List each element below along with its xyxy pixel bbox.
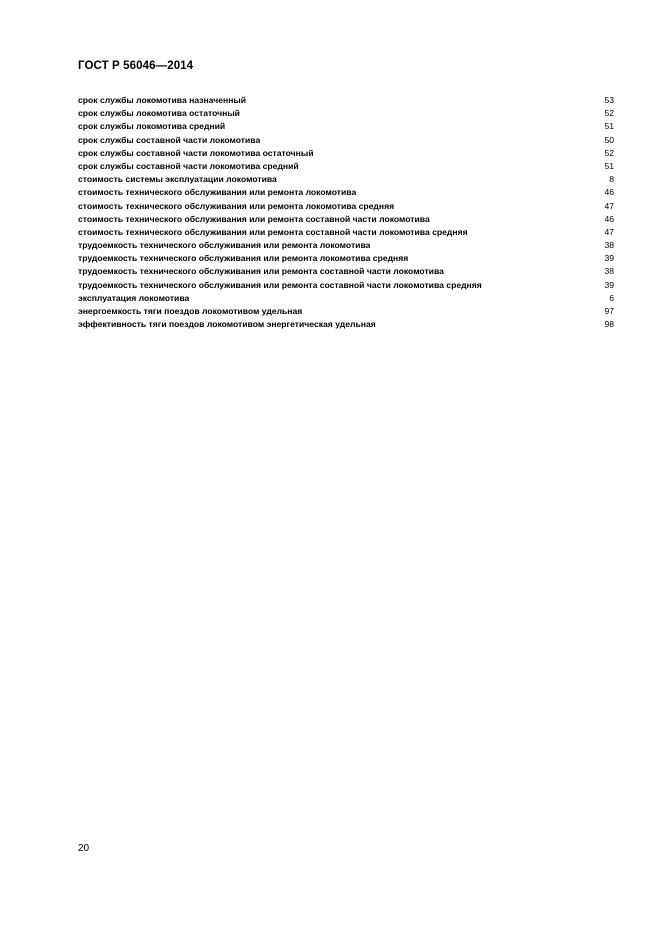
- index-page-ref: 8: [609, 174, 614, 185]
- index-term: срок службы составной части локомотива: [78, 134, 261, 145]
- index-term: трудоемкость технического обслуживания или ремонта составной части локомотива средняя: [78, 279, 482, 290]
- page-number: 20: [78, 843, 90, 854]
- index-entry: [78, 107, 614, 120]
- index-term: стоимость технического обслуживания или ремонта локомотива: [78, 187, 357, 198]
- index-entry: [78, 134, 614, 147]
- index-page-ref: 46: [604, 187, 614, 198]
- index-entry: [78, 147, 614, 160]
- index-entry: [78, 305, 614, 318]
- index-page-ref: 38: [604, 240, 614, 251]
- index-term: энергоемкость тяги поездов локомотивом удельная: [78, 306, 303, 316]
- index-page-ref: 51: [604, 121, 614, 132]
- index-page-ref: 47: [604, 226, 614, 237]
- index-term: стоимость системы эксплуатации локомотива: [78, 174, 277, 185]
- index-page-ref: 39: [604, 253, 614, 264]
- index-term: срок службы локомотива средний: [78, 121, 226, 132]
- index-entry: [78, 252, 614, 265]
- index-term: срок службы составной части локомотива средний: [78, 160, 299, 171]
- index-term: стоимость технического обслуживания или ремонта составной части локомотива средняя: [78, 226, 468, 237]
- index-entry: [78, 200, 614, 213]
- alphabetical-index-list: [78, 94, 614, 331]
- index-page-ref: 52: [604, 147, 614, 158]
- index-page-ref: 38: [604, 266, 614, 277]
- index-page-ref: 50: [604, 134, 614, 145]
- index-entry: [78, 318, 614, 331]
- index-page-ref: 6: [609, 292, 614, 303]
- index-page-ref: 98: [604, 319, 614, 330]
- index-entry: [78, 265, 614, 278]
- index-page-ref: 97: [604, 306, 614, 316]
- index-term: эксплуатация локомотива: [78, 292, 190, 303]
- index-term: трудоемкость технического обслуживания или ремонта локомотива: [78, 240, 371, 251]
- index-term: стоимость технического обслуживания или ремонта составной части локомотива: [78, 213, 430, 224]
- index-term: стоимость технического обслуживания или ремонта локомотива средняя: [78, 200, 395, 211]
- index-entry: [78, 226, 614, 239]
- index-entry: [78, 279, 614, 292]
- index-entry: [78, 120, 614, 133]
- index-entry: [78, 173, 614, 186]
- index-entry: [78, 213, 614, 226]
- index-page-ref: 39: [604, 279, 614, 290]
- index-page-ref: 52: [604, 108, 614, 119]
- index-page-ref: 47: [604, 200, 614, 211]
- index-entry: [78, 239, 614, 252]
- index-term: срок службы локомотива назначенный: [78, 95, 247, 105]
- index-page-ref: 46: [604, 213, 614, 224]
- index-entry: [78, 160, 614, 173]
- index-entry: [78, 186, 614, 199]
- index-term: трудоемкость технического обслуживания или ремонта локомотива средняя: [78, 253, 409, 264]
- index-term: срок службы локомотива остаточный: [78, 108, 240, 119]
- index-entry: [78, 292, 614, 305]
- index-page-ref: 51: [604, 160, 614, 171]
- index-term: эффективность тяги поездов локомотивом энергетическая удельная: [78, 319, 376, 330]
- index-page-ref: 53: [604, 95, 614, 105]
- index-term: трудоемкость технического обслуживания или ремонта составной части локомотива: [78, 266, 444, 277]
- index-entry: [78, 94, 614, 107]
- standard-header: ГОСТ Р 56046—2014: [78, 60, 194, 72]
- index-term: срок службы составной части локомотива остаточный: [78, 147, 314, 158]
